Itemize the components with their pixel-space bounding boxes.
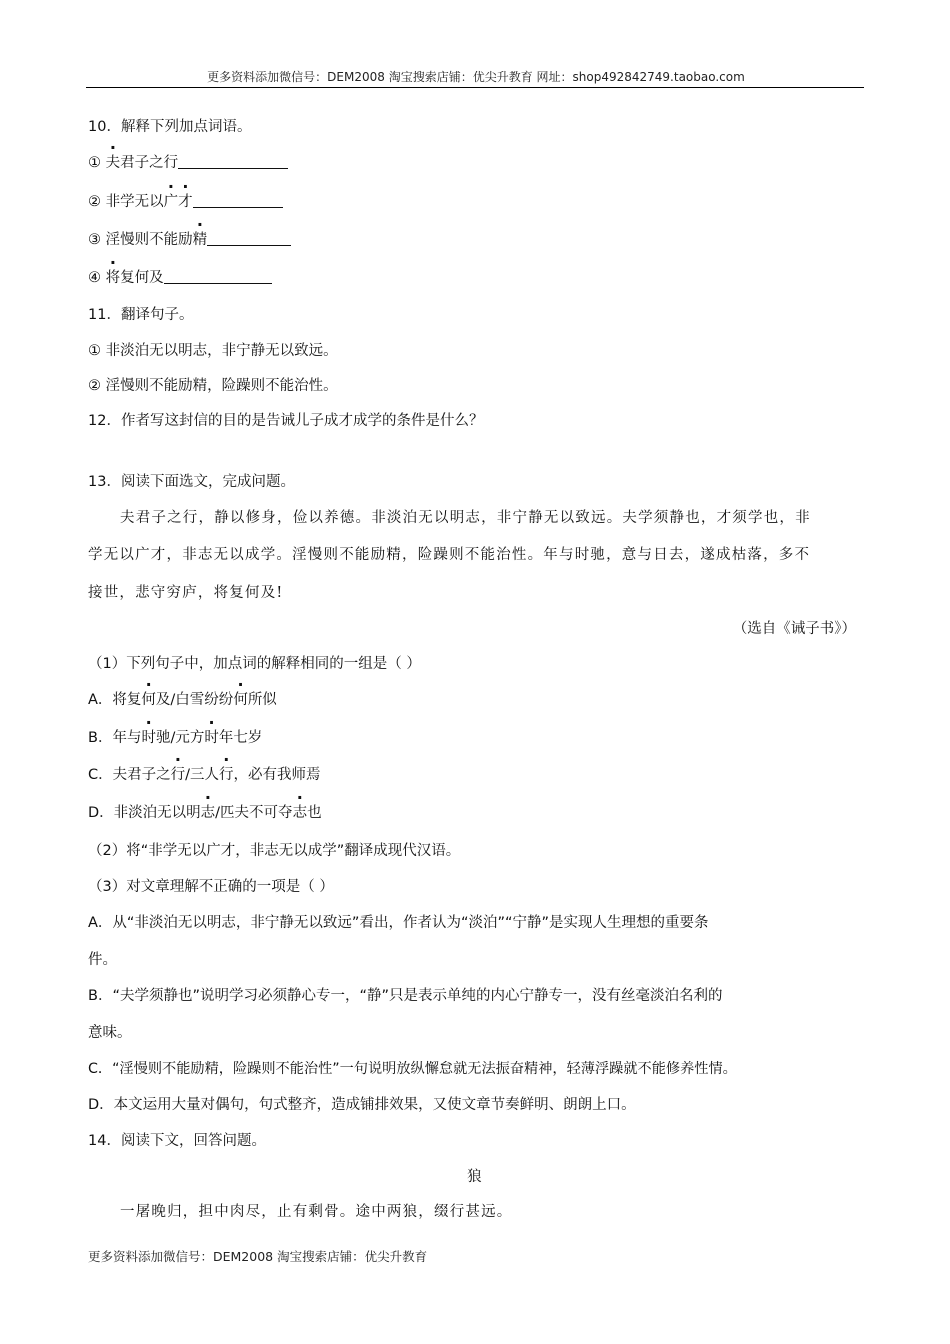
q10-item-4-dotted-word: 将 xyxy=(105,270,121,286)
q13-sub3-option-a-line-2: 件。 xyxy=(88,952,117,968)
dotted-word: 何 xyxy=(233,692,248,708)
q10-item-3 xyxy=(88,230,291,250)
q10-item-2 xyxy=(88,192,283,212)
q10-item-2-prefix: ② 非学无以 xyxy=(88,194,164,210)
option-text: B．年与 xyxy=(88,730,142,746)
q10-item-2-dotted-word-2: 才 xyxy=(178,194,193,210)
q13-sub1-option-b[interactable] xyxy=(88,728,262,748)
dotted-word: 行 xyxy=(219,767,234,783)
option-text: D．非淡泊无以明 xyxy=(88,805,201,821)
dotted-word: 志 xyxy=(200,805,216,821)
option-text: 也 xyxy=(307,805,322,821)
q10-item-4-answer-blank[interactable] xyxy=(164,268,272,284)
q10-item-2-answer-blank[interactable] xyxy=(193,192,283,208)
dotted-word: 志 xyxy=(292,805,308,821)
q13-passage-line-2: 学无以广才，非志无以成学。淫慢则不能励精，险躁则不能治性。年与时驰，意与日去，遂成枯落，多不 xyxy=(88,547,811,563)
option-text: /三人 xyxy=(185,767,220,783)
q13-passage-line-1: 夫君子之行，静以修身，俭以养德。非淡泊无以明志，非宁静无以致远。夫学须静也，才须学也，非 xyxy=(120,510,811,526)
q13-sub1-stem: （1）下列句子中，加点词的解释相同的一组是（ ） xyxy=(88,656,421,672)
dotted-word: 时 xyxy=(141,730,156,746)
option-text: 所似 xyxy=(247,692,277,708)
header-divider xyxy=(86,87,864,88)
option-text: ，必有我师焉 xyxy=(233,767,321,783)
q10-item-1 xyxy=(88,153,288,173)
q10-item-1-answer-blank[interactable] xyxy=(178,153,288,169)
option-text: A．将复 xyxy=(88,692,142,708)
option-text: 驰/元方 xyxy=(155,730,205,746)
q13-sub3-stem: （3）对文章理解不正确的一项是（ ） xyxy=(88,879,334,895)
q13-sub1-option-a[interactable] xyxy=(88,690,277,710)
q13-sub3-option-c[interactable]: C．“淫慢则不能励精，险躁则不能治性”一句说明放纵懈怠就无法振奋精神，轻薄浮躁就不能修养性情。 xyxy=(88,1061,737,1077)
option-text: C．夫君子之 xyxy=(88,767,171,783)
q13-sub3-option-b-line-2: 意味。 xyxy=(88,1025,132,1041)
q10-item-1-prefix: ① xyxy=(88,155,106,171)
q10-item-2-dotted-word-1: 广 xyxy=(163,194,179,210)
q13-sub3-option-d[interactable]: D．本文运用大量对偶句，句式整齐，造成铺排效果，又使文章节奏鲜明、朗朗上口。 xyxy=(88,1097,636,1113)
option-text: 年七岁 xyxy=(218,730,263,746)
q14-passage-line-1: 一屠晚归，担中肉尽，止有剩骨。途中两狼，缀行甚远。 xyxy=(120,1204,513,1220)
q10-item-4-after: 复何及 xyxy=(120,270,164,286)
q10-item-4 xyxy=(88,268,272,288)
q11-title: 11．翻译句子。 xyxy=(88,307,194,323)
q10-title: 10．解释下列加点词语。 xyxy=(88,119,252,135)
dotted-word: 行 xyxy=(170,767,186,783)
dotted-word: 时 xyxy=(204,730,219,746)
q13-source: （选自《诫子书》） xyxy=(732,621,856,637)
q10-item-1-dotted-word: 夫 xyxy=(105,155,121,171)
dotted-word: 何 xyxy=(141,692,156,708)
page-footer: 更多资料添加微信号：DEM2008 淘宝搜索店铺：优尖升教育 xyxy=(88,1249,428,1264)
q13-sub1-option-d[interactable] xyxy=(88,803,322,823)
option-text: 及/白雪纷纷 xyxy=(155,692,234,708)
page-header: 更多资料添加微信号：DEM2008 淘宝搜索店铺：优尖升教育 网址：shop492842749.taobao.com xyxy=(207,70,745,84)
q10-item-3-prefix: ③ 淫慢则不能励 xyxy=(88,232,193,248)
q13-passage-line-3: 接世，悲守穷庐，将复何及! xyxy=(88,585,284,601)
option-text: /匹夫不可夺 xyxy=(215,805,293,821)
q13-title: 13．阅读下面选文，完成问题。 xyxy=(88,474,295,490)
q10-item-3-answer-blank[interactable] xyxy=(207,230,291,246)
q14-title: 14．阅读下文，回答问题。 xyxy=(88,1133,266,1149)
q13-sub3-option-a-line-1[interactable]: A．从“非淡泊无以明志，非宁静无以致远”看出，作者认为“淡泊”“宁静”是实现人生理想的重要条 xyxy=(88,915,709,931)
q11-item-2: ② 淫慢则不能励精，险躁则不能治性。 xyxy=(88,378,338,394)
q10-item-1-after: 君子之行 xyxy=(120,155,179,171)
q10-item-3-dotted-word: 精 xyxy=(192,232,208,248)
q10-item-4-prefix: ④ xyxy=(88,270,106,286)
q13-sub3-option-b-line-1[interactable]: B．“夫学须静也”说明学习必须静心专一，“静”只是表示单纯的内心宁静专一，没有丝毫淡泊名利的 xyxy=(88,988,723,1004)
q11-item-1: ① 非淡泊无以明志，非宁静无以致远。 xyxy=(88,343,338,359)
q13-sub1-option-c[interactable] xyxy=(88,765,321,785)
q14-heading: 狼 xyxy=(467,1169,483,1185)
q12-title: 12．作者写这封信的目的是告诫儿子成才成学的条件是什么？ xyxy=(88,413,484,429)
q13-sub2: （2）将“非学无以广才，非志无以成学”翻译成现代汉语。 xyxy=(88,843,461,859)
